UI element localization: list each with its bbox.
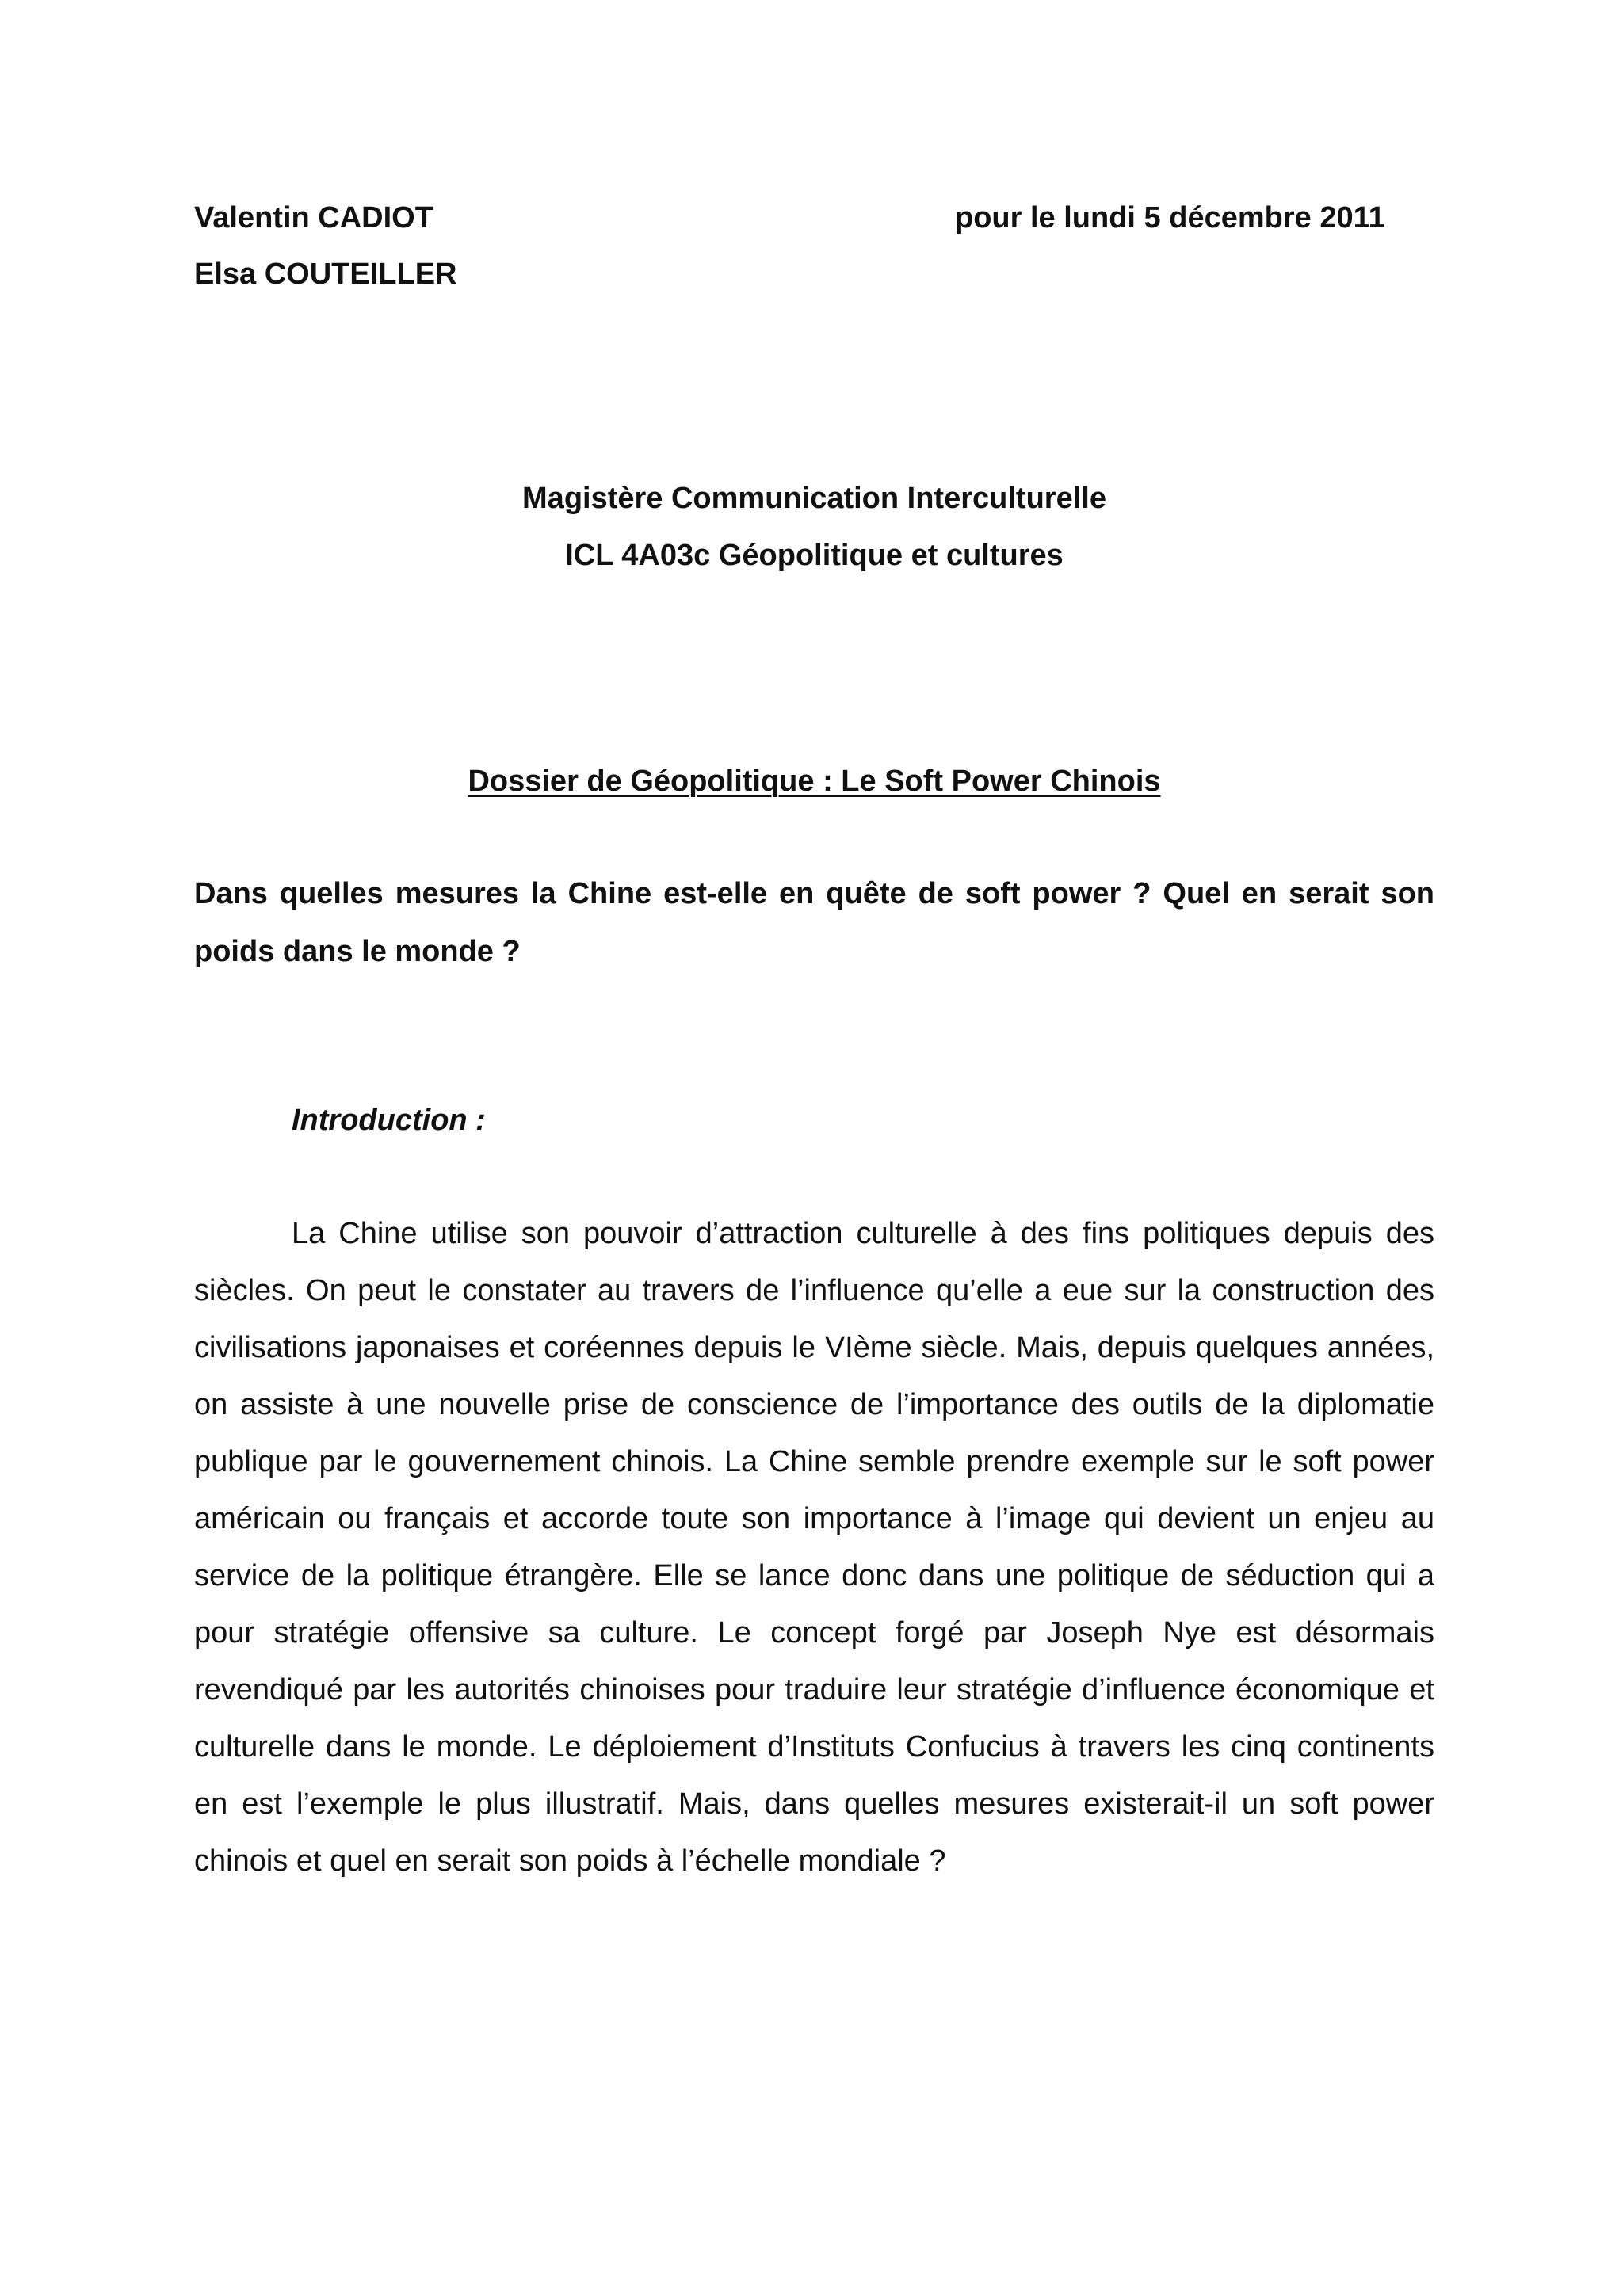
author-list: [194, 190, 457, 303]
introduction-paragraph: La Chine utilise son pouvoir d’attraction culturelle à des fins politiques depuis des siècles. On peut le constater au travers de l’influence qu’elle a eue sur la construction des civilisations japonaises et coréennes depuis le VIème siècle. Mais, depuis quelques années, on assiste à une nouvelle prise de conscience de l’importance des outils de la diplomatie publique par le gouvernement chinois. La Chine semble prendre exemple sur le soft power américain ou français et accorde toute son importance à l’image qui devient un enjeu au service de la politique étrangère. Elle se lance donc dans une politique de séduction qui a pour stratégie offensive sa culture. Le concept forgé par Joseph Nye est désormais revendiqué par les autorités chinoises pour traduire leur stratégie d’influence économique et culturelle dans le monde. Le déploiement d’Instituts Confucius à travers les cinq continents en est l’exemple le plus illustratif. Mais, dans quelles mesures existerait-il un soft power chinois et quel en serait son poids à l’échelle mondiale ?: [194, 1217, 1434, 1878]
course-info: [194, 470, 1434, 584]
document-title: Dossier de Géopolitique : Le Soft Power Chinois: [468, 765, 1161, 798]
due-date: pour le lundi 5 décembre 2011: [955, 201, 1385, 235]
author-name: Elsa COUTEILLER: [194, 257, 457, 291]
course-code: ICL 4A03c Géopolitique et cultures: [565, 539, 1064, 572]
research-question: Dans quelles mesures la Chine est-elle en quête de soft power ? Quel en serait son poids dans le monde ?: [194, 877, 1434, 968]
program-name: Magistère Communication Interculturelle: [522, 482, 1106, 515]
author-name: Valentin CADIOT: [194, 201, 433, 235]
section-heading: Introduction :: [292, 1104, 486, 1137]
